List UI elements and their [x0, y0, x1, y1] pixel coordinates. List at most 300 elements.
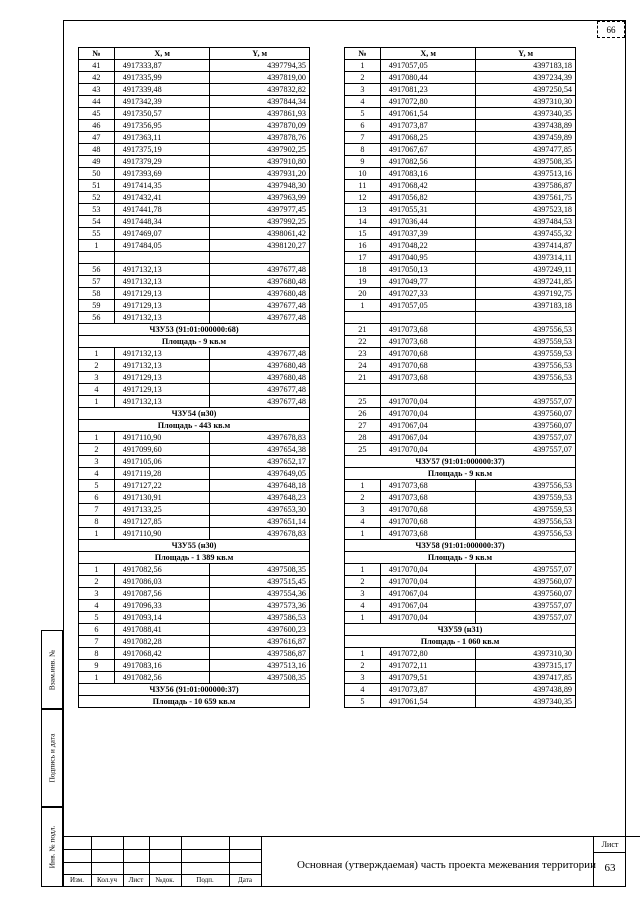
y-coordinate: 4397459,89 [476, 132, 576, 144]
y-coordinate: 4397677,48 [210, 264, 310, 276]
x-coordinate: 4917342,39 [114, 96, 210, 108]
table-row [79, 516, 310, 528]
blank-cell [476, 384, 576, 396]
point-number: 2 [79, 444, 115, 456]
x-coordinate: 4917055,31 [380, 204, 476, 216]
x-coordinate: 4917132,13 [114, 360, 210, 372]
table-row [345, 492, 576, 504]
y-coordinate: 4397438,89 [476, 684, 576, 696]
table-row [79, 348, 310, 360]
point-number: 56 [79, 312, 115, 324]
x-coordinate: 4917339,48 [114, 84, 210, 96]
table-row [345, 120, 576, 132]
point-number: 8 [345, 144, 381, 156]
y-coordinate: 4397677,48 [210, 384, 310, 396]
y-coordinate: 4397586,87 [210, 648, 310, 660]
table-row [345, 276, 576, 288]
y-coordinate: 4397931,20 [210, 168, 310, 180]
section-heading: Площадь - 9 кв.м [345, 468, 576, 480]
table-row [79, 456, 310, 468]
y-coordinate: 4397455,32 [476, 228, 576, 240]
y-coordinate: 4397557,07 [476, 444, 576, 456]
section-heading: Площадь - 443 кв.м [79, 420, 310, 432]
table-row [345, 648, 576, 660]
point-number: 9 [79, 660, 115, 672]
stamp-col-data: Дата [238, 876, 252, 884]
x-coordinate: 4917133,25 [114, 504, 210, 516]
x-coordinate: 4917040,95 [380, 252, 476, 264]
point-number: 16 [345, 240, 381, 252]
point-number: 46 [79, 120, 115, 132]
section-row [79, 408, 310, 420]
point-number: 12 [345, 192, 381, 204]
table-row [345, 600, 576, 612]
point-number: 2 [79, 576, 115, 588]
table-row [345, 336, 576, 348]
side-cell-vzam [41, 630, 63, 709]
y-coordinate: 4397508,35 [210, 672, 310, 684]
point-number: 20 [345, 288, 381, 300]
x-coordinate: 4917073,87 [380, 684, 476, 696]
table-row [345, 360, 576, 372]
y-coordinate: 4397600,23 [210, 624, 310, 636]
table-row [79, 108, 310, 120]
table-row [79, 528, 310, 540]
table-row [345, 504, 576, 516]
blank-row [345, 312, 576, 324]
table-row [79, 624, 310, 636]
x-coordinate: 4917469,07 [114, 228, 210, 240]
y-coordinate: 4397616,87 [210, 636, 310, 648]
y-coordinate: 4397241,85 [476, 276, 576, 288]
point-number: 55 [79, 228, 115, 240]
table-row [345, 72, 576, 84]
point-number: 19 [345, 276, 381, 288]
point-number: 1 [345, 300, 381, 312]
grid-line [63, 849, 261, 850]
point-number: 45 [79, 108, 115, 120]
y-coordinate: 4397508,35 [476, 156, 576, 168]
x-coordinate: 4917080,44 [380, 72, 476, 84]
y-coordinate: 4397192,75 [476, 288, 576, 300]
table-row [79, 564, 310, 576]
side-label-vzam: Взам.инв. № [47, 649, 57, 690]
section-heading: Площадь - 1 060 кв.м [345, 636, 576, 648]
table-row [79, 672, 310, 684]
point-number: 17 [345, 252, 381, 264]
x-coordinate: 4917073,68 [380, 336, 476, 348]
y-coordinate: 4398120,27 [210, 240, 310, 252]
y-coordinate: 4397648,23 [210, 492, 310, 504]
x-coordinate: 4917127,22 [114, 480, 210, 492]
x-coordinate: 4917073,68 [380, 324, 476, 336]
blank-row [79, 252, 310, 264]
y-coordinate: 4397477,85 [476, 144, 576, 156]
y-coordinate: 4397183,18 [476, 60, 576, 72]
y-coordinate: 4397561,75 [476, 192, 576, 204]
point-number: 58 [79, 288, 115, 300]
table-row [345, 228, 576, 240]
table-row [345, 300, 576, 312]
table-row [79, 492, 310, 504]
x-coordinate: 4917070,68 [380, 360, 476, 372]
section-row [79, 420, 310, 432]
section-heading: Площадь - 1 389 кв.м [79, 552, 310, 564]
x-coordinate: 4917082,56 [114, 564, 210, 576]
table-row [345, 672, 576, 684]
point-number: 4 [345, 516, 381, 528]
table-row [345, 660, 576, 672]
y-coordinate: 4397314,11 [476, 252, 576, 264]
x-coordinate: 4917129,13 [114, 288, 210, 300]
section-heading: ЧЗУ54 (н30) [79, 408, 310, 420]
table-row [79, 396, 310, 408]
table-row [345, 216, 576, 228]
x-coordinate: 4917414,35 [114, 180, 210, 192]
point-number: 4 [345, 96, 381, 108]
table-row [345, 480, 576, 492]
y-coordinate: 4397484,53 [476, 216, 576, 228]
point-number: 1 [79, 564, 115, 576]
table-row [79, 72, 310, 84]
point-number: 1 [79, 672, 115, 684]
blank-cell [476, 312, 576, 324]
y-coordinate: 4397977,45 [210, 204, 310, 216]
y-coordinate: 4397557,07 [476, 600, 576, 612]
x-coordinate: 4917448,34 [114, 216, 210, 228]
x-coordinate: 4917484,05 [114, 240, 210, 252]
x-coordinate: 4917132,13 [114, 396, 210, 408]
x-coordinate: 4917073,68 [380, 528, 476, 540]
table-row [79, 180, 310, 192]
point-number: 3 [345, 672, 381, 684]
x-coordinate: 4917363,11 [114, 132, 210, 144]
y-coordinate: 4397310,30 [476, 648, 576, 660]
x-coordinate: 4917037,39 [380, 228, 476, 240]
top-page-number: 66 [597, 21, 625, 38]
y-coordinate: 4397556,53 [476, 360, 576, 372]
y-coordinate: 4397559,53 [476, 492, 576, 504]
table-row [79, 300, 310, 312]
y-coordinate: 4397653,30 [210, 504, 310, 516]
x-coordinate: 4917070,68 [380, 504, 476, 516]
table-row [79, 288, 310, 300]
y-coordinate: 4397861,93 [210, 108, 310, 120]
x-coordinate: 4917057,05 [380, 60, 476, 72]
table-row [79, 384, 310, 396]
table-row [79, 96, 310, 108]
x-coordinate: 4917067,04 [380, 600, 476, 612]
point-number: 1 [345, 564, 381, 576]
point-number: 1 [79, 396, 115, 408]
table-row [345, 288, 576, 300]
y-coordinate: 4397963,99 [210, 192, 310, 204]
table-row [345, 432, 576, 444]
table-row [345, 252, 576, 264]
table-row [79, 432, 310, 444]
y-coordinate: 4397680,48 [210, 360, 310, 372]
table-row [79, 504, 310, 516]
x-coordinate: 4917067,04 [380, 588, 476, 600]
table-row [345, 612, 576, 624]
point-number: 7 [79, 636, 115, 648]
col-num-header: № [345, 48, 381, 60]
table-row [345, 348, 576, 360]
table-row [345, 372, 576, 384]
x-coordinate: 4917105,06 [114, 456, 210, 468]
point-number: 10 [345, 168, 381, 180]
point-number: 48 [79, 144, 115, 156]
point-number: 5 [345, 696, 381, 708]
point-number: 8 [79, 516, 115, 528]
y-coordinate: 4397819,00 [210, 72, 310, 84]
table-row [79, 216, 310, 228]
table-row [79, 600, 310, 612]
x-coordinate: 4917070,04 [380, 408, 476, 420]
y-coordinate: 4397680,48 [210, 276, 310, 288]
table-row [345, 528, 576, 540]
y-coordinate: 4397557,07 [476, 612, 576, 624]
point-number: 3 [79, 456, 115, 468]
col-num-header: № [79, 48, 115, 60]
y-coordinate: 4397677,48 [210, 348, 310, 360]
x-coordinate: 4917082,56 [380, 156, 476, 168]
table-row [345, 324, 576, 336]
point-number: 24 [345, 360, 381, 372]
blank-cell [345, 384, 381, 396]
y-coordinate: 4397586,87 [476, 180, 576, 192]
x-coordinate: 4917036,44 [380, 216, 476, 228]
sheet-number: 63 [604, 862, 616, 874]
y-coordinate: 4397183,18 [476, 300, 576, 312]
point-number: 25 [345, 444, 381, 456]
x-coordinate: 4917129,13 [114, 300, 210, 312]
x-coordinate: 4917068,42 [380, 180, 476, 192]
y-coordinate: 4397310,30 [476, 96, 576, 108]
y-coordinate: 4397677,48 [210, 312, 310, 324]
x-coordinate: 4917072,80 [380, 96, 476, 108]
point-number: 15 [345, 228, 381, 240]
x-coordinate: 4917083,16 [380, 168, 476, 180]
point-number: 4 [79, 468, 115, 480]
y-coordinate: 4397557,07 [476, 396, 576, 408]
point-number: 41 [79, 60, 115, 72]
x-coordinate: 4917070,04 [380, 444, 476, 456]
y-coordinate: 4397556,53 [476, 324, 576, 336]
side-strip [41, 630, 63, 887]
table-row [79, 660, 310, 672]
y-coordinate: 4397556,53 [476, 528, 576, 540]
point-number: 23 [345, 348, 381, 360]
x-coordinate: 4917432,41 [114, 192, 210, 204]
table-row [345, 396, 576, 408]
sheet-label: Лист [594, 837, 626, 853]
y-coordinate: 4397870,09 [210, 120, 310, 132]
y-coordinate: 4397249,11 [476, 264, 576, 276]
coordinates-table-right [344, 47, 576, 708]
x-coordinate: 4917070,04 [380, 396, 476, 408]
point-number: 1 [345, 480, 381, 492]
table-row [345, 156, 576, 168]
side-label-inv: Инв. № подл. [47, 825, 57, 869]
y-coordinate: 4397680,48 [210, 288, 310, 300]
y-coordinate: 4397559,53 [476, 348, 576, 360]
point-number: 1 [345, 60, 381, 72]
table-row [79, 576, 310, 588]
y-coordinate: 4397992,25 [210, 216, 310, 228]
grid-line [63, 836, 261, 837]
stamp-col-izm: Изм. [70, 876, 84, 884]
point-number: 27 [345, 420, 381, 432]
section-heading: ЧЗУ59 (н31) [345, 624, 576, 636]
x-coordinate: 4917132,13 [114, 276, 210, 288]
y-coordinate: 4397340,35 [476, 108, 576, 120]
table-row [345, 132, 576, 144]
point-number: 2 [79, 360, 115, 372]
x-coordinate: 4917027,33 [380, 288, 476, 300]
point-number: 21 [345, 324, 381, 336]
table-row [79, 204, 310, 216]
point-number: 59 [79, 300, 115, 312]
y-coordinate: 4398061,42 [210, 228, 310, 240]
section-row [345, 540, 576, 552]
x-coordinate: 4917068,25 [380, 132, 476, 144]
table-row [345, 60, 576, 72]
table-row [79, 312, 310, 324]
y-coordinate: 4397523,18 [476, 204, 576, 216]
point-number: 5 [79, 612, 115, 624]
x-coordinate: 4917441,78 [114, 204, 210, 216]
table-row [79, 60, 310, 72]
table-row [79, 192, 310, 204]
table-row [345, 192, 576, 204]
table-row [345, 408, 576, 420]
side-label-podp: Подпись и дата [47, 733, 57, 783]
point-number: 42 [79, 72, 115, 84]
point-number: 1 [79, 432, 115, 444]
table-row [79, 612, 310, 624]
x-coordinate: 4917088,41 [114, 624, 210, 636]
table-row [345, 444, 576, 456]
x-coordinate: 4917049,77 [380, 276, 476, 288]
x-coordinate: 4917110,90 [114, 528, 210, 540]
x-coordinate: 4917070,04 [380, 612, 476, 624]
point-number: 28 [345, 432, 381, 444]
x-coordinate: 4917072,11 [380, 660, 476, 672]
sheet-box [593, 836, 626, 887]
x-coordinate: 4917070,68 [380, 516, 476, 528]
table-row [79, 372, 310, 384]
stamp-col-ndoc: №док. [155, 876, 175, 884]
x-coordinate: 4917356,95 [114, 120, 210, 132]
y-coordinate: 4397648,18 [210, 480, 310, 492]
table-row [79, 228, 310, 240]
point-number: 4 [345, 600, 381, 612]
y-coordinate: 4397234,39 [476, 72, 576, 84]
point-number: 6 [79, 492, 115, 504]
y-coordinate: 4397948,30 [210, 180, 310, 192]
x-coordinate: 4917110,90 [114, 432, 210, 444]
stamp-col-list: Лист [128, 876, 144, 884]
y-coordinate: 4397315,17 [476, 660, 576, 672]
point-number: 21 [345, 372, 381, 384]
point-number: 22 [345, 336, 381, 348]
table-row [79, 276, 310, 288]
y-coordinate: 4397417,85 [476, 672, 576, 684]
y-coordinate: 4397844,34 [210, 96, 310, 108]
y-coordinate: 4397513,16 [210, 660, 310, 672]
blank-cell [380, 384, 476, 396]
section-row [345, 636, 576, 648]
point-number: 8 [79, 648, 115, 660]
section-heading: Площадь - 10 659 кв.м [79, 696, 310, 708]
table-row [79, 240, 310, 252]
section-row [345, 456, 576, 468]
x-coordinate: 4917070,04 [380, 564, 476, 576]
table-row [345, 576, 576, 588]
table-row [345, 144, 576, 156]
y-coordinate: 4397557,07 [476, 564, 576, 576]
point-number: 25 [345, 396, 381, 408]
table-row [345, 84, 576, 96]
table-row [345, 204, 576, 216]
point-number: 1 [79, 528, 115, 540]
y-coordinate: 4397560,07 [476, 588, 576, 600]
x-coordinate: 4917129,13 [114, 372, 210, 384]
section-row [79, 324, 310, 336]
section-heading: ЧЗУ58 (91:01:000000:37) [345, 540, 576, 552]
table-row [79, 468, 310, 480]
section-heading: ЧЗУ55 (н30) [79, 540, 310, 552]
point-number: 6 [345, 120, 381, 132]
y-coordinate: 4397902,25 [210, 144, 310, 156]
y-coordinate: 4397832,82 [210, 84, 310, 96]
section-heading: Площадь - 9 кв.м [345, 552, 576, 564]
y-coordinate: 4397678,83 [210, 528, 310, 540]
point-number: 52 [79, 192, 115, 204]
table-row [79, 156, 310, 168]
table-row [345, 588, 576, 600]
x-coordinate: 4917073,68 [380, 492, 476, 504]
col-y-header: Y, м [476, 48, 576, 60]
section-heading: Площадь - 9 кв.м [79, 336, 310, 348]
blank-cell [345, 312, 381, 324]
point-number: 11 [345, 180, 381, 192]
blank-cell [210, 252, 310, 264]
point-number: 56 [79, 264, 115, 276]
y-coordinate: 4397586,53 [210, 612, 310, 624]
point-number: 2 [345, 576, 381, 588]
section-row [79, 540, 310, 552]
x-coordinate: 4917082,28 [114, 636, 210, 648]
y-coordinate: 4397677,48 [210, 300, 310, 312]
col-x-header: X, м [114, 48, 210, 60]
y-coordinate: 4397651,14 [210, 516, 310, 528]
table-row [345, 696, 576, 708]
table-row [79, 168, 310, 180]
point-number: 3 [79, 372, 115, 384]
table-row [79, 444, 310, 456]
point-number: 2 [345, 72, 381, 84]
x-coordinate: 4917127,85 [114, 516, 210, 528]
section-row [79, 684, 310, 696]
point-number: 26 [345, 408, 381, 420]
y-coordinate: 4397560,07 [476, 576, 576, 588]
x-coordinate: 4917379,29 [114, 156, 210, 168]
point-number: 2 [345, 492, 381, 504]
x-coordinate: 4917083,16 [114, 660, 210, 672]
x-coordinate: 4917132,13 [114, 348, 210, 360]
